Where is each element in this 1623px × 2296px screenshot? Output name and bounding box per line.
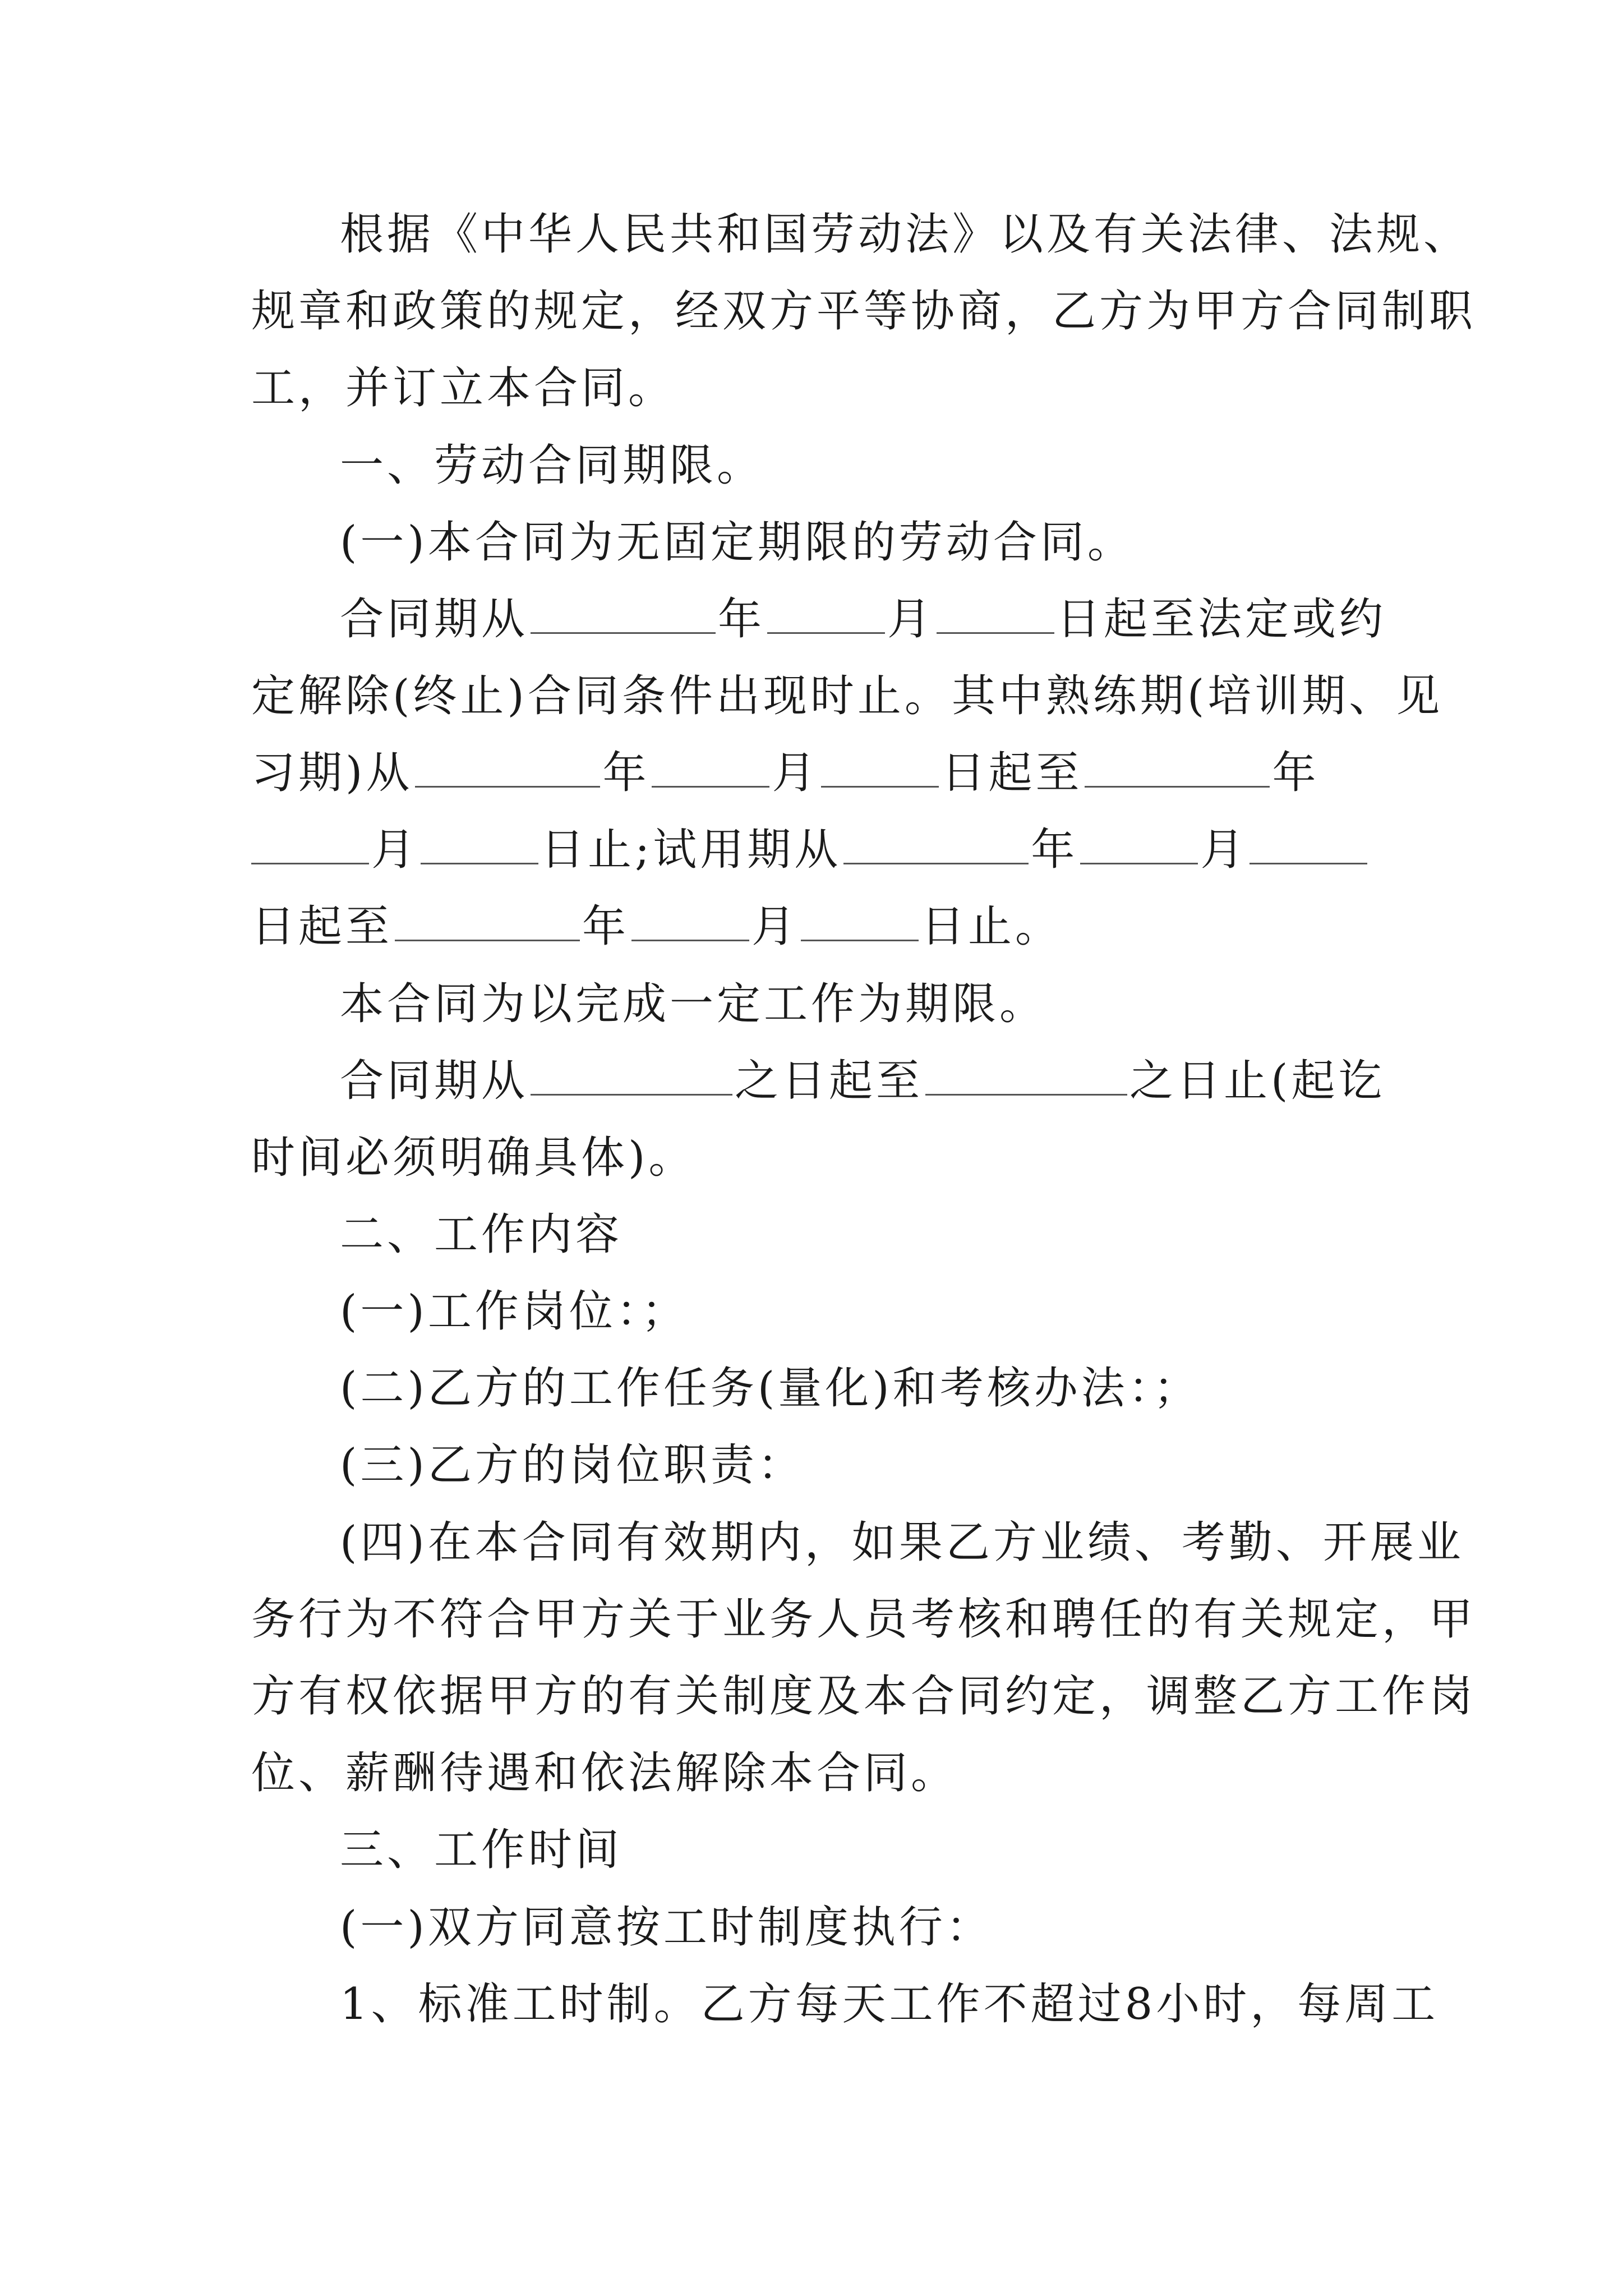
blank-field[interactable]: [1080, 823, 1198, 864]
paragraph-line: 规章和政策的规定，经双方平等协商，乙方为甲方合同制职: [251, 286, 1477, 337]
paragraph-line: 1、标准工时制。乙方每天工作不超过8小时，每周工: [340, 1979, 1439, 2030]
blank-field[interactable]: [631, 900, 749, 941]
year-label: 年: [718, 594, 766, 645]
blank-field[interactable]: [801, 900, 919, 941]
paragraph-text: 日止;试用期从: [541, 825, 842, 875]
blank-field[interactable]: [767, 593, 885, 634]
paragraph-text: 合同期从: [340, 594, 529, 645]
paragraph-text: 之日起至: [735, 1056, 924, 1106]
paragraph-line: (一)工作岗位：；: [340, 1286, 689, 1337]
blank-field[interactable]: [652, 747, 769, 788]
blank-field[interactable]: [843, 823, 1029, 864]
month-label: 月: [751, 901, 799, 952]
blank-field[interactable]: [937, 593, 1054, 634]
paragraph-text: 日起至: [251, 901, 393, 952]
task-period-line: [340, 1053, 1385, 1109]
month-label: 月: [772, 748, 819, 798]
training-period-line: [251, 745, 1320, 801]
paragraph-line: 务行为不符合甲方关于业务人员考核和聘任的有关规定，甲: [251, 1594, 1477, 1645]
section-heading: 一、劳动合同期限。: [340, 440, 764, 491]
blank-field[interactable]: [1249, 823, 1367, 864]
blank-field[interactable]: [531, 1055, 732, 1096]
blank-field[interactable]: [395, 900, 580, 941]
blank-field[interactable]: [421, 823, 538, 864]
paragraph-line: (四)在本合同有效期内，如果乙方业绩、考勤、开展业: [340, 1517, 1464, 1568]
paragraph-line: 本合同为以完成一定工作为期限。: [340, 979, 1047, 1029]
year-label: 年: [1031, 825, 1078, 875]
paragraph-text: 日止。: [921, 901, 1063, 952]
paragraph-text: 日起至: [941, 748, 1083, 798]
paragraph-text: 合同期从: [340, 1056, 529, 1106]
paragraph-line: 根据《中华人民共和国劳动法》以及有关法律、法规、: [340, 209, 1471, 260]
paragraph-line: (一)双方同意按工时制度执行：: [340, 1902, 993, 1953]
paragraph-text: 习期)从: [251, 748, 413, 798]
year-label: 年: [582, 901, 630, 952]
blank-field[interactable]: [821, 747, 939, 788]
month-label: 月: [1200, 825, 1248, 875]
paragraph-line: 方有权依据甲方的有关制度及本合同约定，调整乙方工作岗: [251, 1671, 1477, 1722]
trial-period-line: [251, 822, 1370, 878]
paragraph-line: (二)乙方的工作任务(量化)和考核办法：；: [340, 1363, 1201, 1414]
month-label: 月: [887, 594, 935, 645]
paragraph-text: 日起至法定或约: [1057, 594, 1387, 645]
paragraph-line: 位、薪酬待遇和依法解除本合同。: [251, 1748, 958, 1798]
paragraph-line: 定解除(终止)合同条件出现时止。其中熟练期(培训期、见: [251, 671, 1444, 721]
month-label: 月: [371, 825, 419, 875]
blank-field[interactable]: [531, 593, 716, 634]
paragraph-text: 之日止(起讫: [1129, 1056, 1386, 1106]
paragraph-line: 工，并订立本合同。: [251, 363, 676, 413]
blank-field[interactable]: [1085, 747, 1270, 788]
year-label: 年: [602, 748, 650, 798]
paragraph-line: (三)乙方的岗位职责：: [340, 1440, 805, 1490]
trial-end-line: [251, 899, 1062, 955]
blank-field[interactable]: [415, 747, 600, 788]
section-heading: 三、工作时间: [340, 1825, 623, 1875]
blank-field[interactable]: [251, 823, 369, 864]
paragraph-line: (一)本合同为无固定期限的劳动合同。: [340, 517, 1135, 568]
section-heading: 二、工作内容: [340, 1209, 623, 1260]
year-label: 年: [1272, 748, 1320, 798]
blank-field[interactable]: [925, 1055, 1127, 1096]
contract-period-line: [340, 591, 1386, 647]
paragraph-line: 时间必须明确具体)。: [251, 1133, 696, 1183]
